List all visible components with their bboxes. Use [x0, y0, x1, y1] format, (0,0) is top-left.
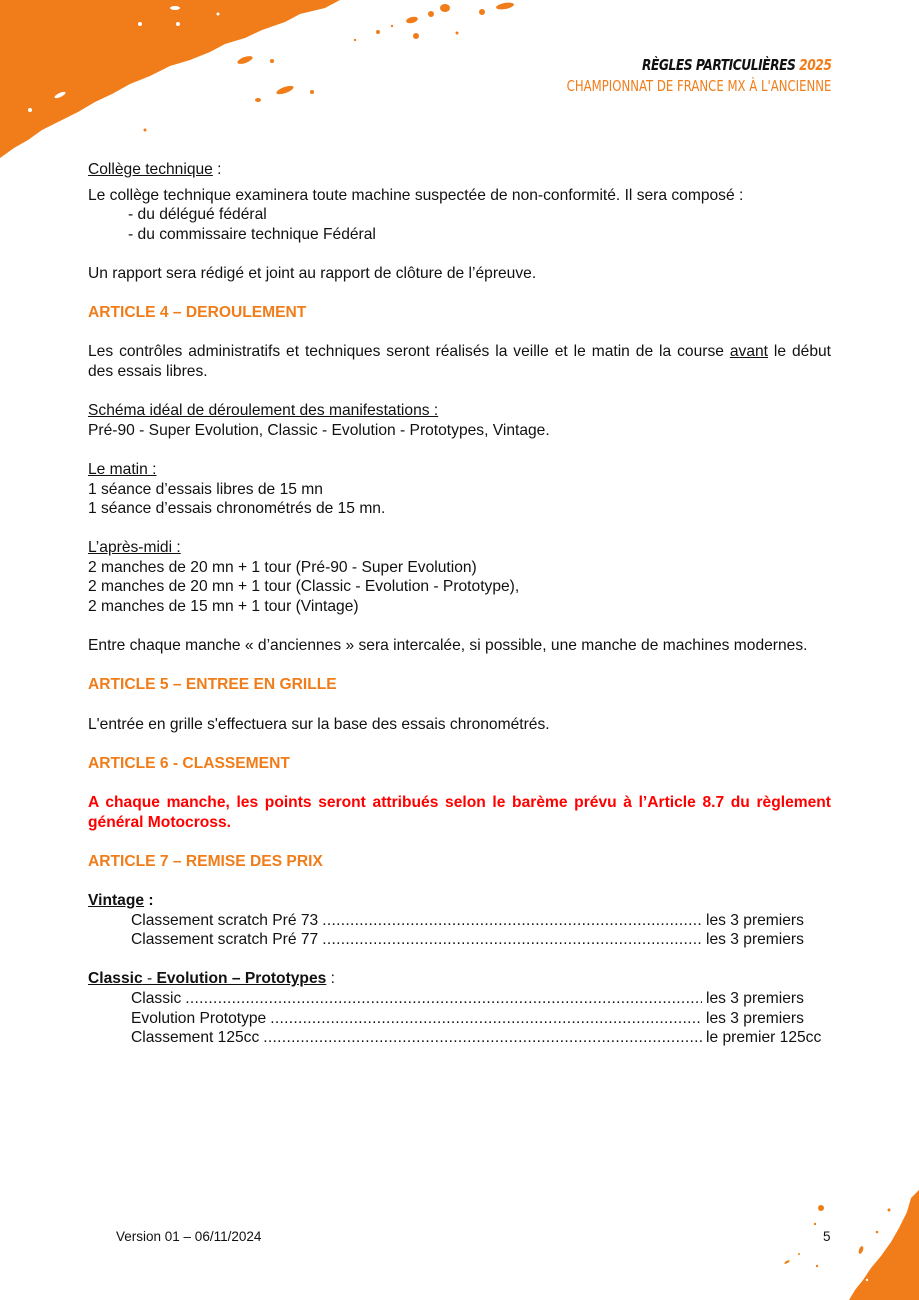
article-6-text: A chaque manche, les points seront attribués selon le barème prévu à l’Article 8.7 du règlement général Motocross.	[88, 794, 831, 831]
header-title	[553, 55, 831, 75]
orange-splash-decoration-bottom	[749, 1190, 919, 1300]
underlined-word: avant	[729, 343, 768, 361]
afternoon-item: 2 manches de 20 mn + 1 tour (Pré-90 - Super Evolution)	[88, 558, 477, 576]
prize-row	[88, 989, 831, 1009]
classic-heading-suffix: :	[326, 970, 335, 988]
prize-category: Classement scratch Pré 73	[131, 911, 319, 929]
afternoon-item: 2 manches de 20 mn + 1 tour (Classic - Evolution - Prototype),	[88, 578, 520, 596]
dot-leader	[322, 930, 702, 950]
article-5-title: ARTICLE 5 – ENTREE EN GRILLE	[88, 676, 337, 694]
vintage-heading-text: Vintage	[88, 891, 145, 909]
college-member: - du délégué fédéral	[128, 206, 267, 224]
prize-award: les 3 premiers	[706, 931, 804, 949]
college-intro: Le collège technique examinera toute machine suspectée de non-conformité. Il sera composé :	[88, 186, 744, 204]
prize-category: Classement 125cc	[131, 1029, 260, 1047]
document-header	[492, 55, 831, 97]
footer-version: Version 01 – 06/11/2024	[116, 1229, 262, 1244]
classic-heading	[88, 969, 831, 989]
morning-heading: Le matin :	[88, 460, 157, 478]
college-member: - du commissaire technique Fédéral	[128, 225, 376, 243]
morning-item: 1 séance d’essais libres de 15 mn	[88, 480, 323, 498]
text-span: le début des essais libres.	[88, 343, 832, 380]
classic-heading-part1: Classic	[88, 970, 143, 988]
vintage-heading	[88, 891, 831, 911]
prize-row	[88, 1009, 831, 1029]
prize-category: Evolution Prototype	[131, 1009, 267, 1027]
dot-leader	[270, 1009, 702, 1029]
college-heading-suffix: :	[212, 161, 222, 178]
prize-row	[88, 911, 831, 931]
vintage-heading-suffix: :	[144, 891, 154, 909]
article-4-paragraph	[88, 342, 831, 381]
page-number: 5	[823, 1229, 831, 1244]
article-6-title: ARTICLE 6 - CLASSEMENT	[88, 754, 290, 772]
article-7-title: ARTICLE 7 – REMISE DES PRIX	[88, 852, 323, 870]
prize-row	[88, 930, 831, 950]
prize-award: le premier 125cc	[706, 1029, 822, 1047]
afternoon-heading: L’après-midi :	[88, 539, 181, 557]
header-title-year: 2025	[798, 56, 831, 74]
schema-heading: Schéma idéal de déroulement des manifestations :	[88, 402, 439, 420]
header-subtitle: CHAMPIONNAT DE FRANCE MX À L'ANCIENNE	[566, 77, 831, 95]
dot-leader	[263, 1028, 702, 1048]
dot-leader	[185, 989, 702, 1009]
schema-text: Pré-90 - Super Evolution, Classic - Evolution - Prototypes, Vintage.	[88, 421, 550, 439]
prize-category: Classement scratch Pré 77	[131, 931, 319, 949]
prize-award: les 3 premiers	[706, 1009, 804, 1027]
morning-item: 1 séance d’essais chronométrés de 15 mn.	[88, 500, 386, 518]
document-body	[88, 160, 831, 1048]
article-5-text: L'entrée en grille s'effectuera sur la base des essais chronométrés.	[88, 715, 550, 733]
college-heading-text: Collège technique	[88, 161, 213, 178]
orange-splash-decoration-top	[0, 0, 530, 170]
header-title-main: RÈGLES PARTICULIÈRES	[641, 56, 795, 74]
afternoon-item: 2 manches de 15 mn + 1 tour (Vintage)	[88, 598, 359, 616]
college-report: Un rapport sera rédigé et joint au rapport de clôture de l’épreuve.	[88, 264, 537, 282]
prize-row	[88, 1028, 831, 1048]
prize-award: les 3 premiers	[706, 989, 804, 1007]
article-4-closing: Entre chaque manche « d’anciennes » sera intercalée, si possible, une manche de machines modernes.	[88, 637, 808, 655]
prize-category: Classic	[131, 989, 182, 1007]
classic-heading-part2: Evolution – Prototypes	[156, 970, 327, 988]
dot-leader	[322, 911, 702, 931]
college-heading	[88, 160, 831, 180]
text-span: Les contrôles administratifs et techniques seront réalisés la veille et le matin de la course	[88, 343, 730, 361]
prize-award: les 3 premiers	[706, 911, 804, 929]
article-4-title: ARTICLE 4 – DEROULEMENT	[88, 304, 307, 322]
classic-heading-sep: -	[142, 970, 157, 988]
